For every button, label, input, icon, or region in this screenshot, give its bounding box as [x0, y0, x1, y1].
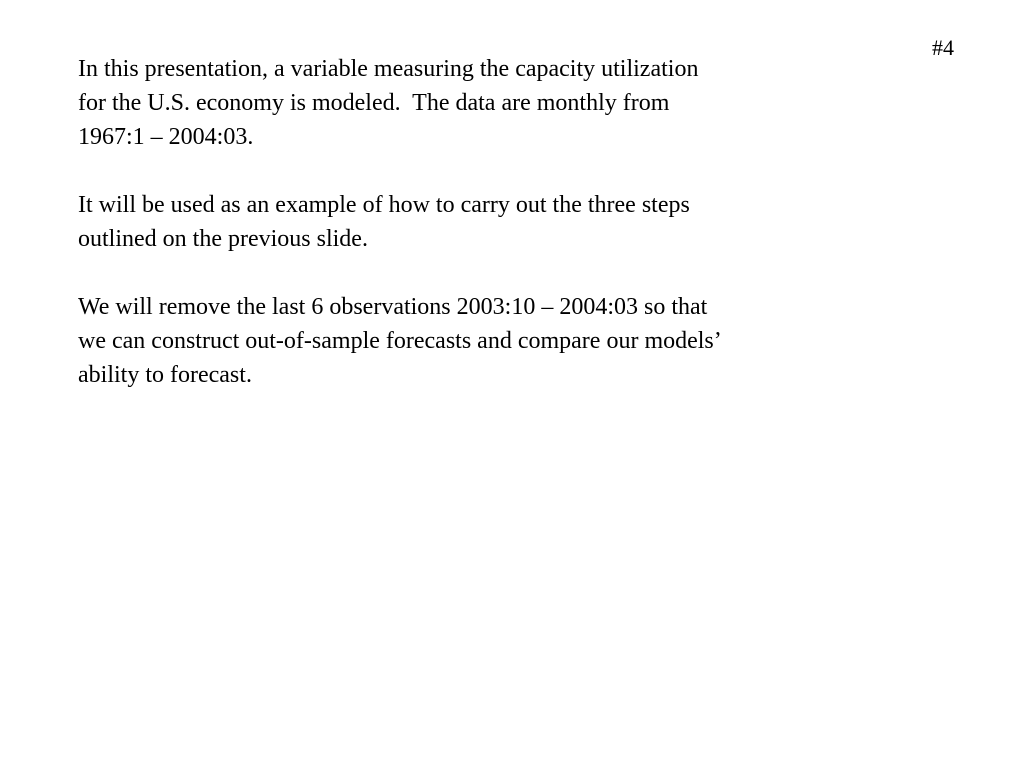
paragraph-line: In this presentation, a variable measuring the capacity utilization	[78, 56, 699, 82]
paragraph-example	[78, 188, 868, 256]
slide-number: #4	[932, 35, 954, 60]
paragraph-line: for the U.S. economy is modeled. The data are monthly from	[78, 90, 670, 116]
paragraph-line: outlined on the previous slide.	[78, 226, 368, 252]
paragraph-intro	[78, 52, 868, 154]
paragraph-line: 1967:1 – 2004:03.	[78, 124, 254, 150]
paragraph-line: It will be used as an example of how to carry out the three steps	[78, 192, 690, 218]
slide-body	[78, 52, 868, 426]
paragraph-holdout	[78, 290, 868, 392]
paragraph-line: We will remove the last 6 observations 2003:10 – 2004:03 so that	[78, 294, 708, 320]
paragraph-line: we can construct out-of-sample forecasts and compare our models’	[78, 328, 722, 354]
paragraph-line: ability to forecast.	[78, 362, 252, 388]
